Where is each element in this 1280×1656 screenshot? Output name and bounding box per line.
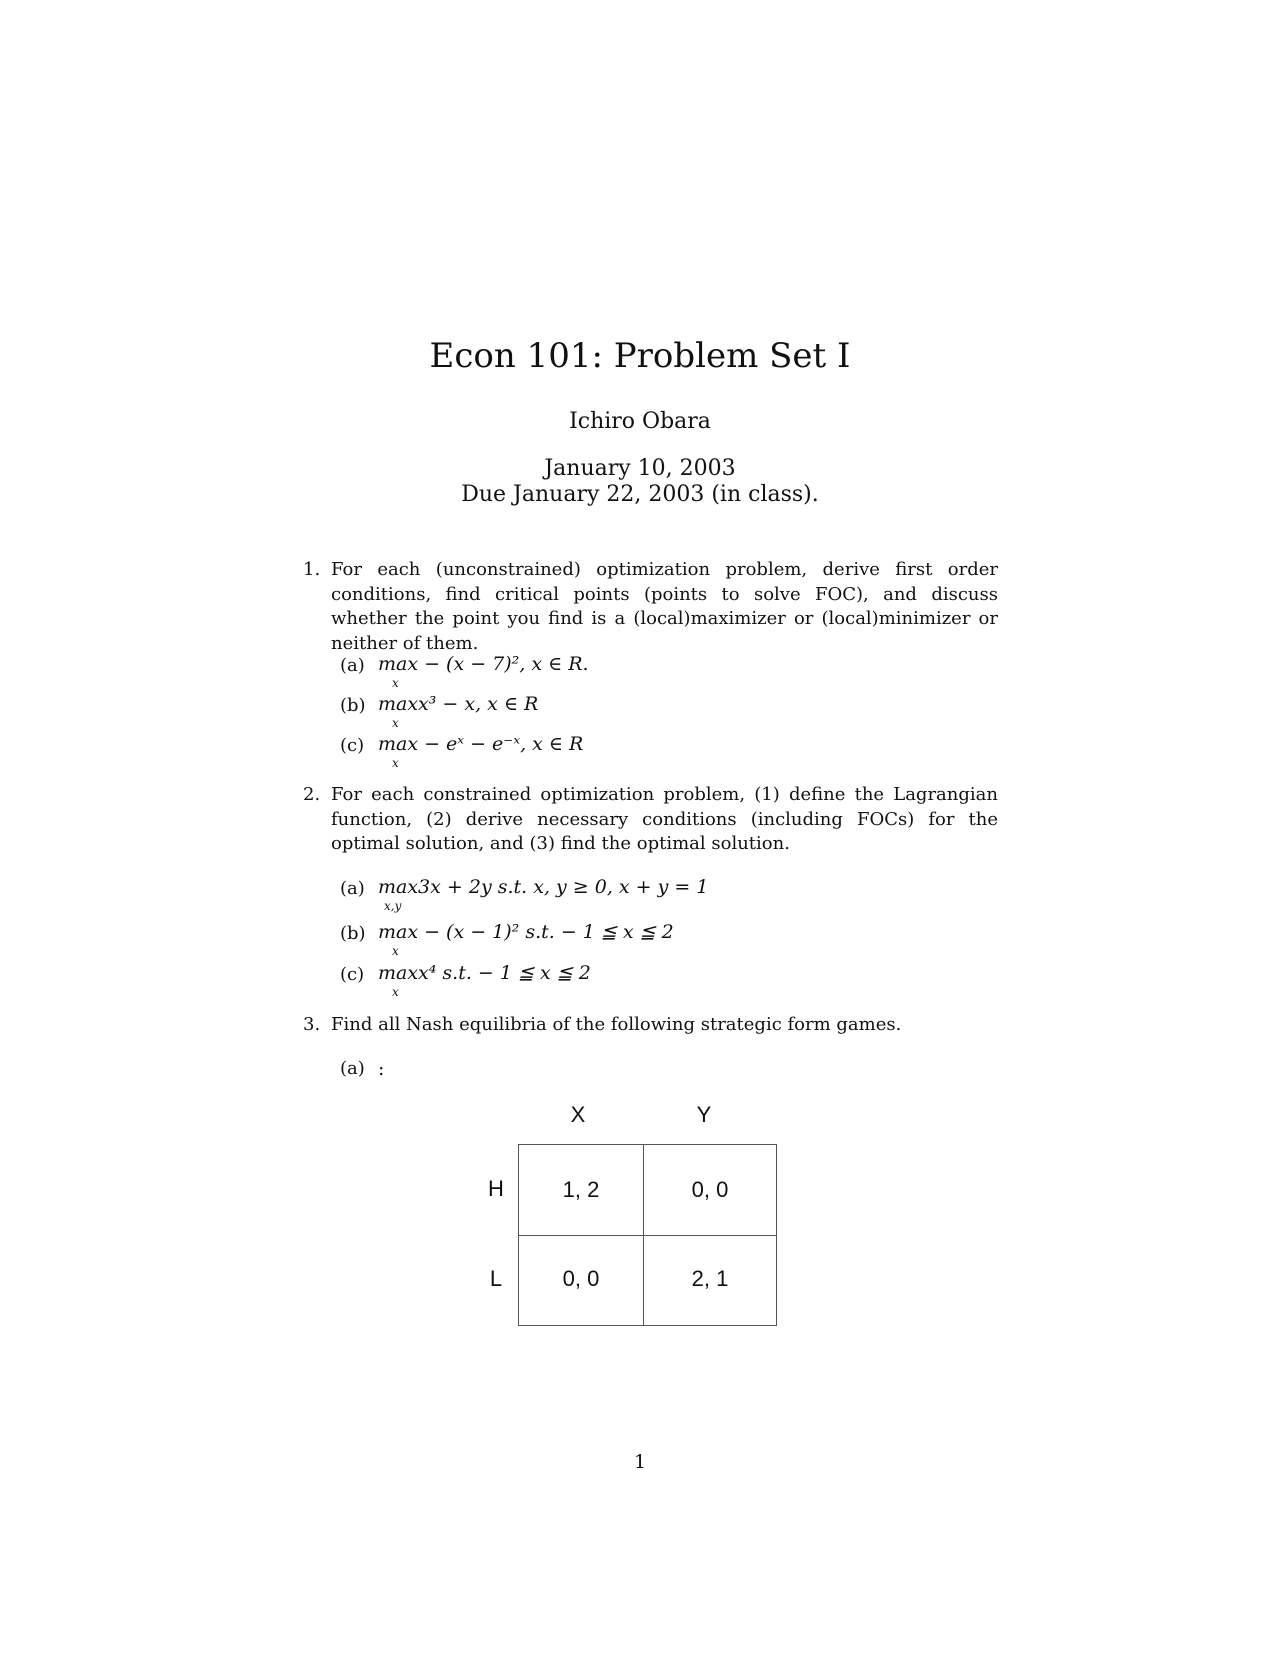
- grid-line-middle: [518, 1235, 777, 1236]
- problem-2a-label: (a): [340, 878, 365, 899]
- problem-3a-label: (a): [340, 1058, 365, 1079]
- problem-1a-formula: max − (x − 7)², x ∈ R.: [378, 653, 589, 675]
- problem-1c-formula: max − eˣ − e⁻ˣ, x ∈ R: [378, 733, 584, 755]
- problem-2b-label: (b): [340, 923, 366, 944]
- grid-line-center: [643, 1144, 644, 1326]
- due-date: Due January 22, 2003 (in class).: [461, 482, 819, 507]
- problem-1c-label: (c): [340, 735, 365, 756]
- page-title: Econ 101: Problem Set I: [429, 336, 851, 376]
- grid-line-bottom: [518, 1325, 777, 1326]
- grid-line-left: [518, 1144, 519, 1326]
- column-header-x: X: [570, 1102, 586, 1127]
- problem-2a-formula: max3x + 2y s.t. x, y ≥ 0, x + y = 1: [378, 876, 709, 898]
- problem-1c-subscript: x: [392, 756, 399, 770]
- problem-2-text: For each constrained optimization problem, (1) define the Lagrangian function, (2) derive necessary conditions (including FOCs) for the optimal solution, and (3) find the optimal solution.: [331, 784, 998, 854]
- grid-line-right: [776, 1144, 777, 1326]
- problem-2b-subscript: x: [392, 944, 399, 958]
- problem-1b-subscript: x: [392, 716, 399, 730]
- page-number: 1: [633, 1451, 647, 1473]
- problem-1-text: For each (unconstrained) optimization problem, derive first order conditions, find critical points (points to solve FOC), and discuss whether the point you find is a (local)maximizer or (local)minimizer or neither of them.: [331, 559, 998, 654]
- table-cell-h-x: 1, 2: [562, 1177, 600, 1202]
- problem-1-number: 1.: [303, 559, 321, 580]
- problem-1a-subscript: x: [392, 676, 399, 690]
- problem-1a-label: (a): [340, 655, 365, 676]
- problem-1b-label: (b): [340, 695, 366, 716]
- grid-line-top: [518, 1144, 777, 1145]
- problem-2-number: 2.: [303, 784, 321, 805]
- table-cell-h-y: 0, 0: [691, 1177, 729, 1202]
- problem-2b-formula: max − (x − 1)² s.t. − 1 ≦ x ≦ 2: [378, 921, 674, 943]
- date: January 10, 2003: [544, 456, 736, 481]
- table-cell-l-x: 0, 0: [562, 1266, 600, 1291]
- problem-3-number: 3.: [303, 1014, 321, 1035]
- table-cell-l-y: 2, 1: [691, 1266, 729, 1291]
- row-header-h: H: [488, 1176, 504, 1201]
- problem-2c-label: (c): [340, 964, 365, 985]
- author: Ichiro Obara: [569, 409, 711, 434]
- problem-2a-subscript: x,y: [384, 899, 402, 913]
- problem-3-text: Find all Nash equilibria of the following strategic form games.: [331, 1014, 902, 1035]
- problem-1b-formula: maxx³ − x, x ∈ R: [378, 693, 539, 715]
- column-header-y: Y: [696, 1102, 712, 1127]
- problem-2c-formula: maxx⁴ s.t. − 1 ≦ x ≦ 2: [378, 962, 591, 984]
- problem-3a-colon: :: [378, 1058, 385, 1080]
- problem-2c-subscript: x: [392, 985, 399, 999]
- row-header-l: L: [489, 1266, 503, 1291]
